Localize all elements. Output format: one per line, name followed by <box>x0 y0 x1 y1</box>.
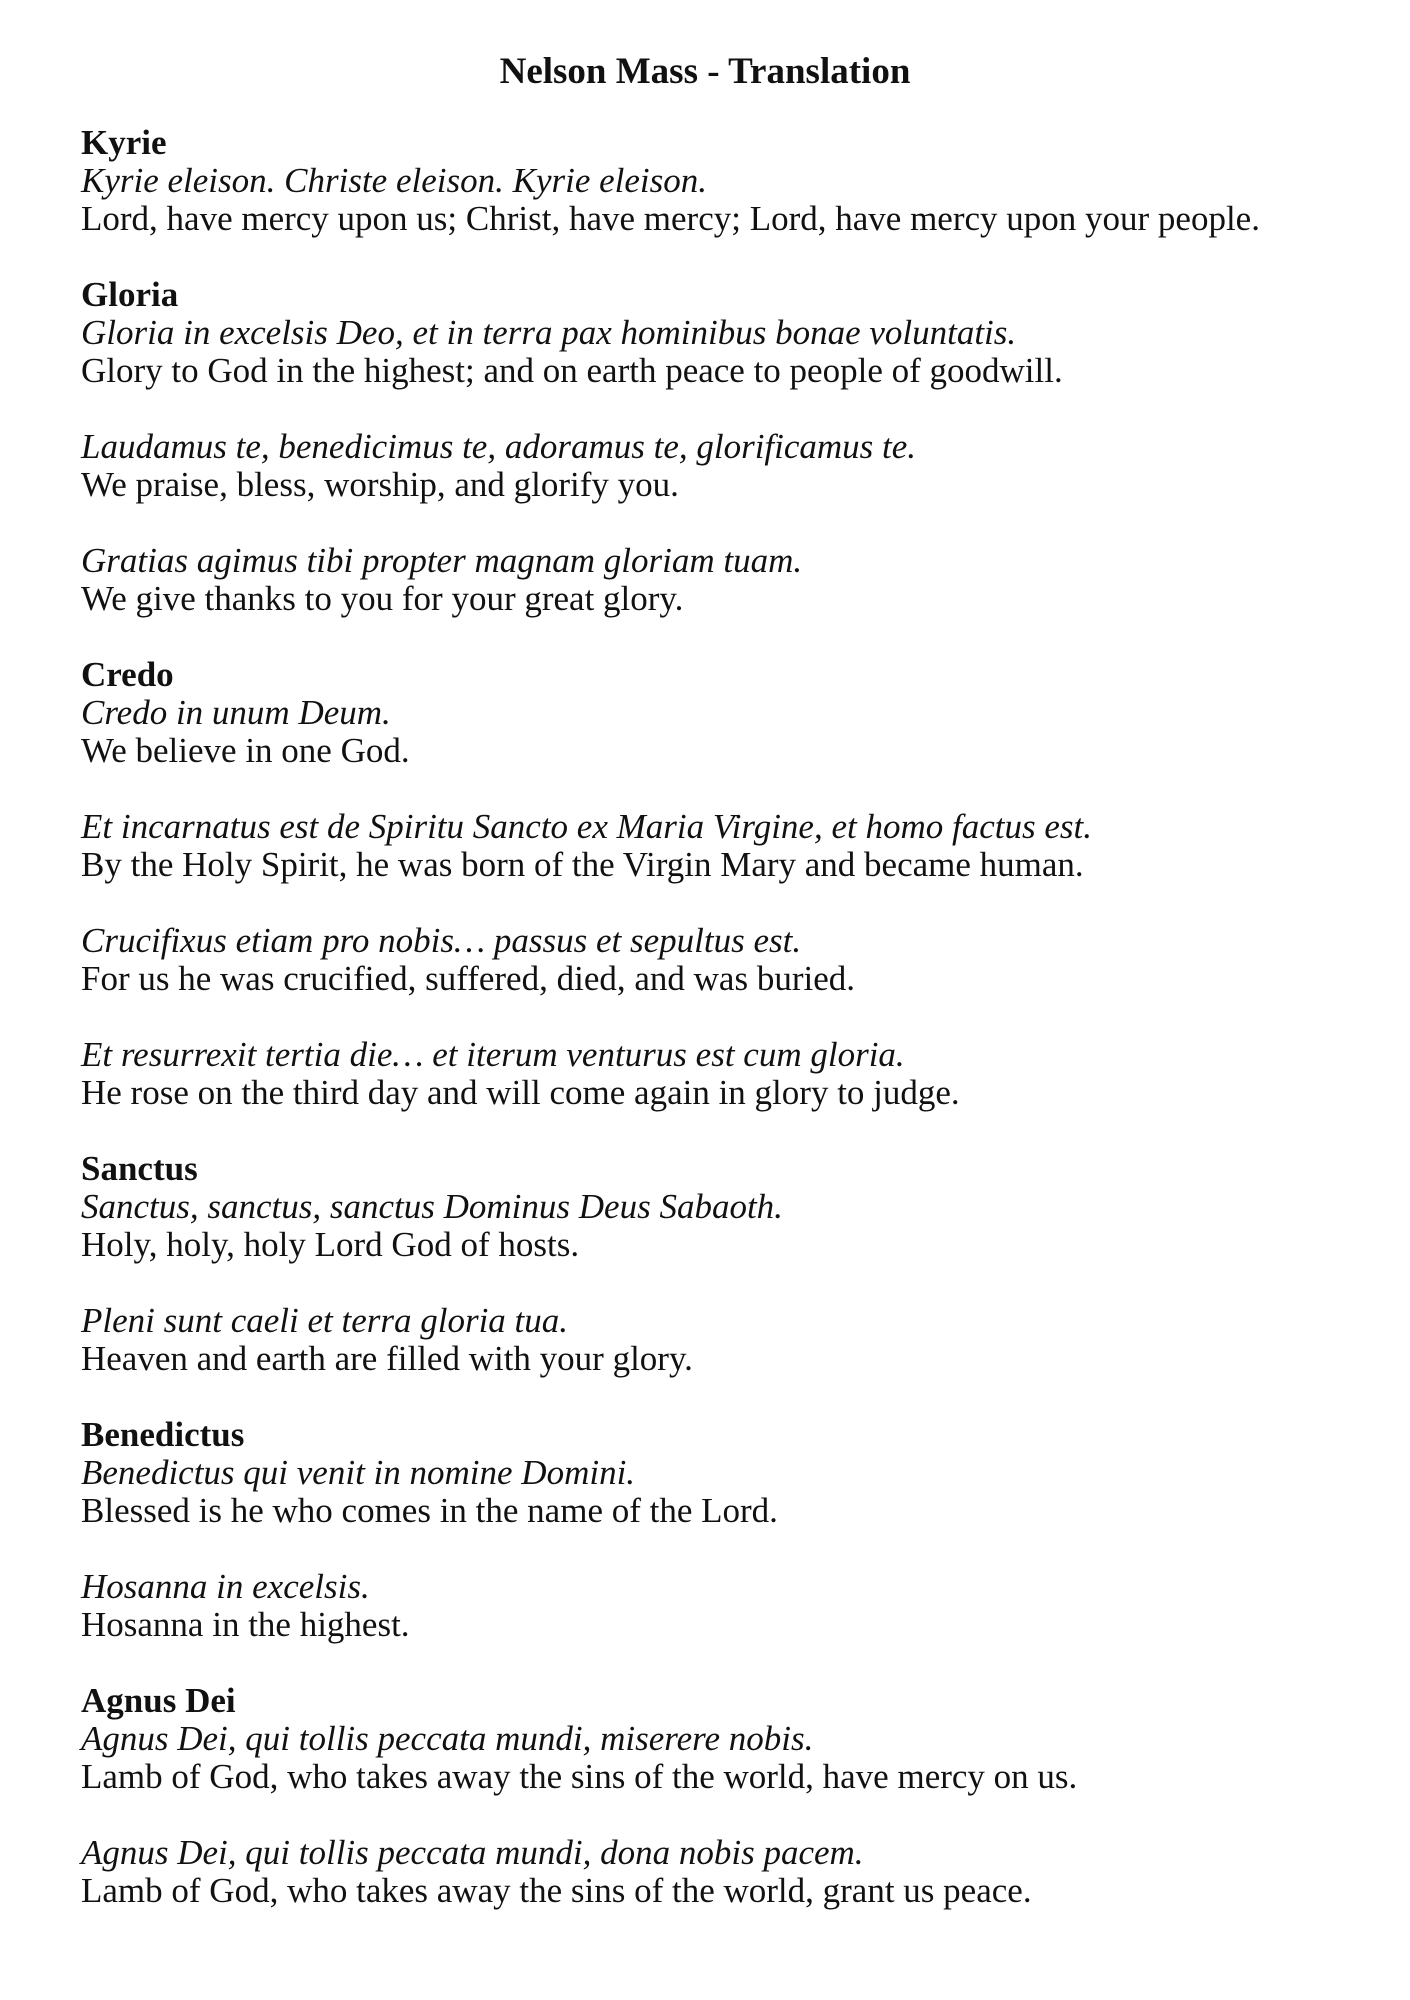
section-agnus-dei <box>81 1682 1331 1910</box>
section-heading-agnus-dei: Agnus Dei <box>81 1681 236 1720</box>
english-translation: Lamb of God, who takes away the sins of the world, have mercy on us. <box>81 1757 1078 1796</box>
english-translation: Lamb of God, who takes away the sins of the world, grant us peace. <box>81 1871 1032 1910</box>
english-translation: Heaven and earth are filled with your glory. <box>81 1339 693 1378</box>
section-gloria <box>81 276 1331 618</box>
english-translation: Blessed is he who comes in the name of the Lord. <box>81 1491 778 1530</box>
english-translation: We praise, bless, worship, and glorify you. <box>81 465 679 504</box>
document-title: Nelson Mass - Translation <box>499 51 911 92</box>
english-translation: Holy, holy, holy Lord God of hosts. <box>81 1225 580 1264</box>
latin-text: Agnus Dei, qui tollis peccata mundi, dona nobis pacem. <box>81 1833 864 1872</box>
english-translation: For us he was crucified, suffered, died, and was buried. <box>81 959 855 998</box>
latin-text: Sanctus, sanctus, sanctus Dominus Deus Sabaoth. <box>81 1187 783 1226</box>
english-translation: Hosanna in the highest. <box>81 1605 410 1644</box>
latin-text: Pleni sunt caeli et terra gloria tua. <box>81 1301 569 1340</box>
english-translation: We believe in one God. <box>81 731 410 770</box>
section-credo <box>81 656 1331 1112</box>
latin-text: Hosanna in excelsis. <box>81 1567 370 1606</box>
english-translation: We give thanks to you for your great glory. <box>81 579 684 618</box>
english-translation: He rose on the third day and will come again in glory to judge. <box>81 1073 960 1112</box>
section-kyrie <box>81 124 1331 238</box>
section-heading-credo: Credo <box>81 655 174 694</box>
latin-text: Crucifixus etiam pro nobis… passus et sepultus est. <box>81 921 802 960</box>
section-heading-benedictus: Benedictus <box>81 1415 245 1454</box>
latin-text: Kyrie eleison. Christe eleison. Kyrie eleison. <box>81 161 708 200</box>
section-sanctus <box>81 1150 1331 1378</box>
translation-body <box>81 124 1331 1910</box>
latin-text: Agnus Dei, qui tollis peccata mundi, miserere nobis. <box>81 1719 814 1758</box>
section-heading-kyrie: Kyrie <box>81 123 167 162</box>
latin-text: Gloria in excelsis Deo, et in terra pax hominibus bonae voluntatis. <box>81 313 1017 352</box>
english-translation: By the Holy Spirit, he was born of the Virgin Mary and became human. <box>81 845 1084 884</box>
section-benedictus <box>81 1416 1331 1644</box>
latin-text: Laudamus te, benedicimus te, adoramus te, glorificamus te. <box>81 427 917 466</box>
section-heading-gloria: Gloria <box>81 275 179 314</box>
english-translation: Glory to God in the highest; and on earth peace to people of goodwill. <box>81 351 1063 390</box>
latin-text: Et incarnatus est de Spiritu Sancto ex Maria Virgine, et homo factus est. <box>81 807 1092 846</box>
latin-text: Credo in unum Deum. <box>81 693 391 732</box>
latin-text: Et resurrexit tertia die… et iterum venturus est cum gloria. <box>81 1035 905 1074</box>
english-translation: Lord, have mercy upon us; Christ, have mercy; Lord, have mercy upon your people. <box>81 199 1260 238</box>
latin-text: Benedictus qui venit in nomine Domini. <box>81 1453 636 1492</box>
section-heading-sanctus: Sanctus <box>81 1149 198 1188</box>
latin-text: Gratias agimus tibi propter magnam gloriam tuam. <box>81 541 803 580</box>
